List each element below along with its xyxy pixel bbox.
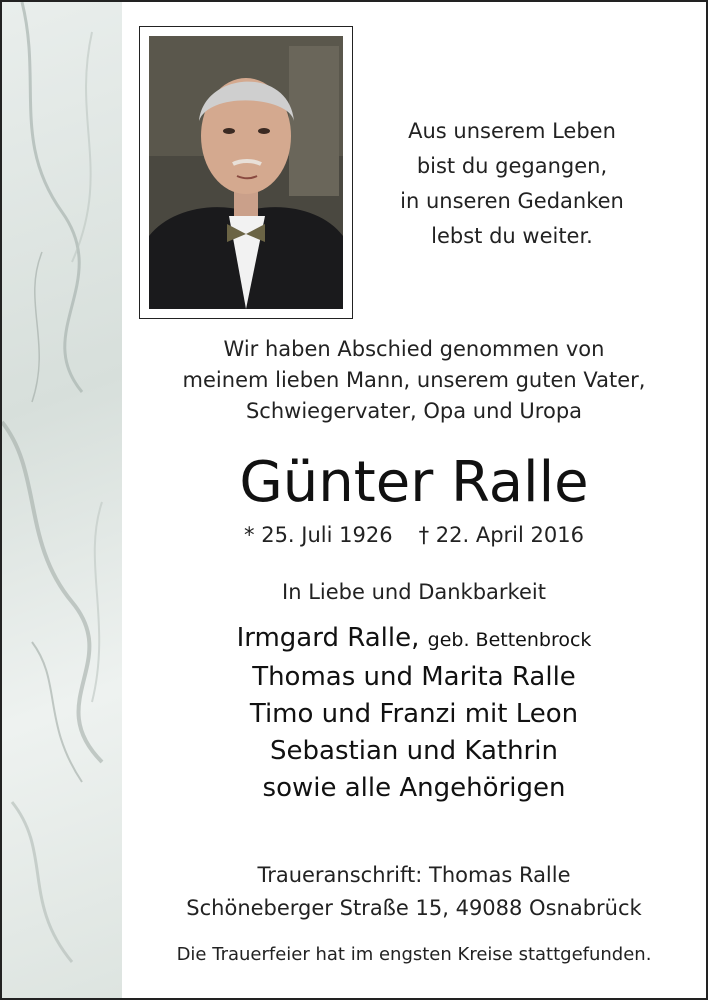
mourners-list	[122, 620, 706, 807]
mourning-address	[122, 859, 706, 925]
portrait-illustration	[149, 36, 343, 309]
mourner-line: Timo und Franzi mit Leon	[249, 699, 579, 729]
mourner-comma: ,	[411, 623, 420, 653]
maiden-name-note: geb. Bettenbrock	[427, 629, 592, 651]
intro-text	[122, 334, 706, 427]
motto-verse	[362, 114, 662, 254]
death-date: † 22. April 2016	[418, 523, 584, 547]
motto-line: bist du gegangen,	[416, 154, 608, 178]
motto-line: Aus unserem Leben	[408, 119, 616, 143]
mourner-line: sowie alle Angehörigen	[262, 773, 566, 803]
intro-line: Schwiegervater, Opa und Uropa	[245, 399, 583, 423]
mourner-line	[122, 620, 706, 659]
thanks-line: In Liebe und Dankbarkeit	[282, 580, 546, 604]
motto-line: in unseren Gedanken	[400, 189, 624, 213]
intro-line: Wir haben Abschied genommen von	[223, 337, 605, 361]
funeral-note: Die Trauerfeier hat im engsten Kreise stattgefunden.	[176, 944, 652, 965]
portrait-photo	[149, 36, 343, 309]
life-dates	[122, 520, 706, 550]
marble-strip	[2, 2, 122, 998]
motto-line: lebst du weiter.	[431, 224, 593, 248]
address-line: Schöneberger Straße 15, 49088 Osnabrück	[186, 896, 642, 920]
deceased-name: Günter Ralle	[239, 450, 589, 515]
mourner-line: Thomas und Marita Ralle	[252, 662, 576, 692]
intro-line: meinem lieben Mann, unserem guten Vater,	[182, 368, 646, 392]
portrait-frame	[139, 26, 353, 319]
birth-date: * 25. Juli 1926	[244, 523, 393, 547]
mourner-name: Irmgard Ralle	[236, 623, 412, 653]
address-line: Traueranschrift: Thomas Ralle	[257, 863, 571, 887]
marble-veins	[2, 2, 122, 998]
mourner-line: Sebastian und Kathrin	[270, 736, 558, 766]
